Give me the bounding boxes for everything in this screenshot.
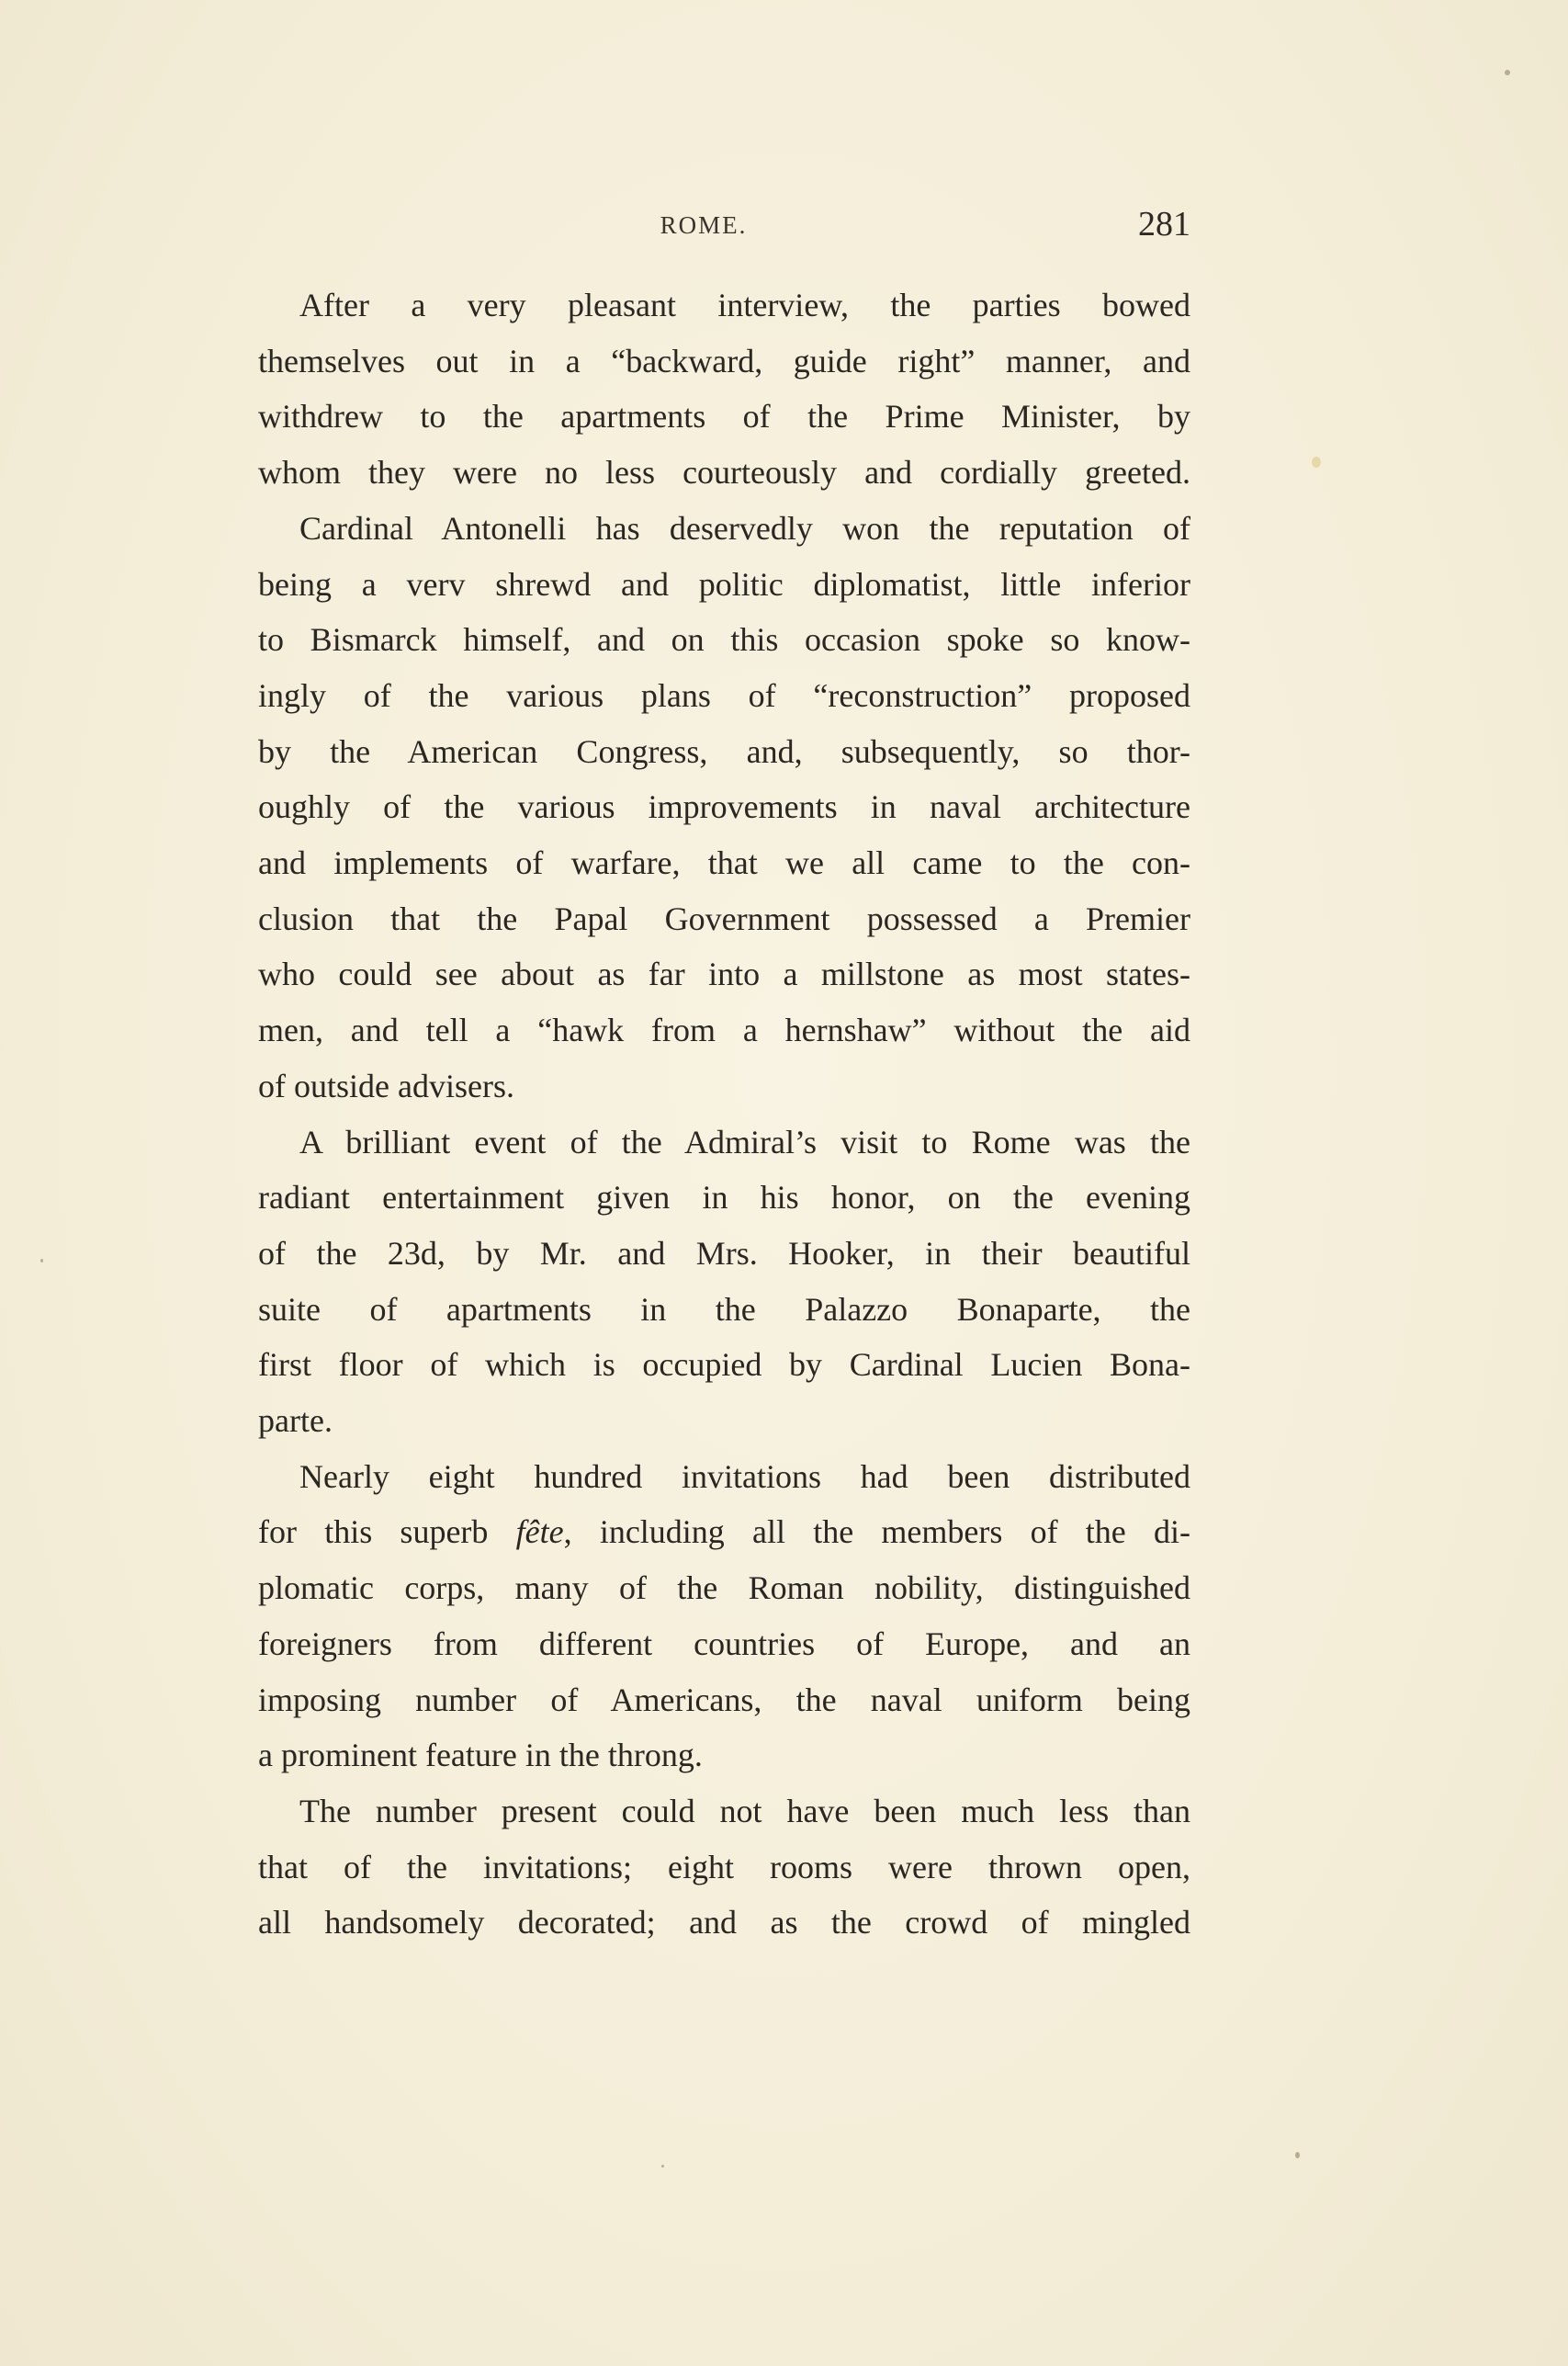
text-line: After a very pleasant interview, the parties bowed (299, 287, 1190, 323)
text-line: all handsomely decorated; and as the crowd of mingled (258, 1904, 1190, 1941)
text-line: withdrew to the apartments of the Prime Minister, by (258, 398, 1190, 436)
text-line: who could see about as far into a millstone as most states- (258, 956, 1190, 993)
paper-speck (1295, 2152, 1300, 2158)
paper-speck (1312, 457, 1321, 468)
paper-speck (1505, 70, 1510, 75)
text-line: first floor of which is occupied by Cardinal Lucien Bona- (258, 1346, 1190, 1384)
paragraph (217, 1115, 1190, 1449)
text-line: that of the invitations; eight rooms were thrown open, (258, 1848, 1190, 1885)
paper-speck (661, 2165, 664, 2168)
text-line: whom they were no less courteously and cordially greeted. (258, 454, 1190, 492)
text-line: clusion that the Papal Government possessed a Premier (258, 900, 1190, 937)
text-line: radiant entertainment given in his honor, on the evening (258, 1179, 1190, 1217)
text-line: a prominent feature in the throng. (258, 1737, 703, 1774)
text-line: The number present could not have been much less than (299, 1792, 1190, 1829)
running-head (217, 204, 1190, 250)
text-line: of outside advisers. (258, 1067, 514, 1104)
text-line: plomatic corps, many of the Roman nobility, distinguished (258, 1569, 1190, 1607)
italic-word: fête (515, 1513, 564, 1551)
text-line: and implements of warfare, that we all came to the con- (258, 844, 1190, 882)
text-line: themselves out in a “backward, guide right” manner, and (258, 342, 1190, 379)
text-line: of the 23d, by Mr. and Mrs. Hooker, in their beautiful (258, 1234, 1190, 1272)
text-line: parte. (258, 1402, 333, 1440)
text-line: oughly of the various improvements in naval architecture (258, 788, 1190, 826)
text-line: A brilliant event of the Admiral’s visit to Rome was the (299, 1123, 1190, 1160)
text-line: Cardinal Antonelli has deservedly won the reputation of (299, 509, 1190, 547)
text-line: imposing number of Americans, the naval uniform being (258, 1681, 1190, 1718)
text-line: being a verv shrewd and politic diplomatist, little inferior (258, 565, 1190, 603)
running-title: ROME. (660, 211, 748, 239)
text-line: for this superb fête, including all the members of the di- (258, 1513, 1190, 1551)
paragraph (217, 277, 1190, 501)
text-line: Nearly eight hundred invitations had been distributed (299, 1457, 1190, 1495)
text-line: men, and tell a “hawk from a hernshaw” without the aid (258, 1012, 1190, 1049)
page-number: 281 (1138, 205, 1190, 243)
text-line: to Bismarck himself, and on this occasion spoke so know- (258, 621, 1190, 659)
paragraph (217, 1449, 1190, 1783)
text-line: by the American Congress, and, subsequently, so thor- (258, 732, 1190, 770)
text-line: ingly of the various plans of “reconstruction” proposed (258, 676, 1190, 714)
text-line: suite of apartments in the Palazzo Bonaparte, the (258, 1290, 1190, 1328)
paper-speck (40, 1259, 43, 1262)
paragraph (217, 501, 1190, 1115)
text-line: foreigners from different countries of Europe, and an (258, 1625, 1190, 1662)
paragraph (217, 1783, 1190, 1951)
body-text (217, 277, 1190, 1951)
